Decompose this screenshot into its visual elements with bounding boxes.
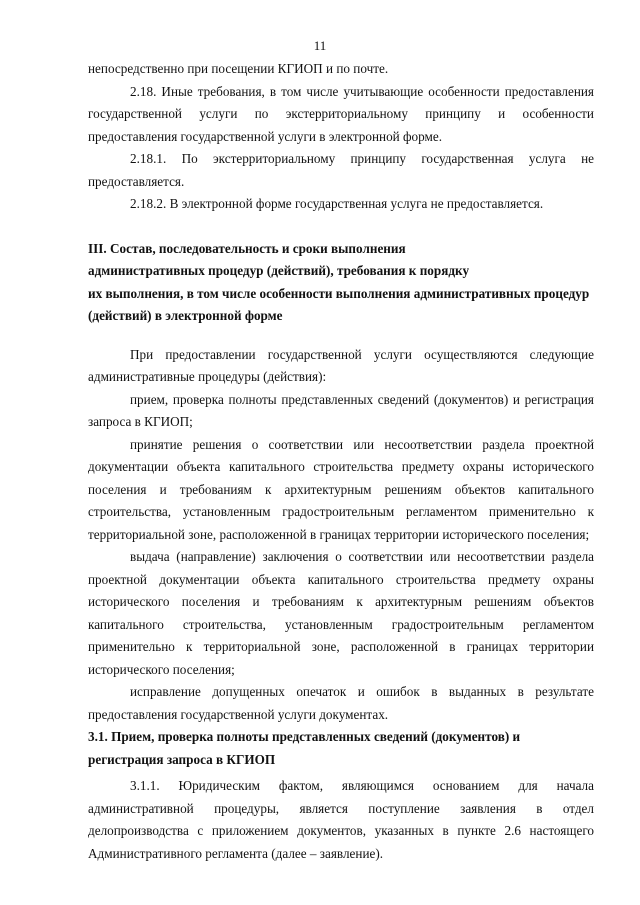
section-heading-line: (действий) в электронной форме — [88, 308, 283, 323]
document-body — [88, 58, 594, 865]
spacer — [88, 328, 594, 344]
paragraph: 2.18.1. По экстерриториальному принципу государственная услуга не предоставляется. — [88, 151, 594, 189]
paragraph: непосредственно при посещении КГИОП и по почте. — [88, 61, 389, 76]
subsection-heading-line: регистрация запроса в КГИОП — [88, 751, 276, 767]
paragraph: принятие решения о соответствии или несоответствии раздела проектной документации объекта капитального строительства предмету охраны исторического поселения и требованиям к архитектурным решениям объектов капитального строительства, установленным градостроительным регламентом применительно к территориальной зоне, расположенной в границах территории исторического поселения; — [88, 436, 594, 542]
page-number: 11 — [313, 38, 327, 53]
section-heading-line: III. Состав, последовательность и сроки выполнения — [88, 240, 406, 256]
section-heading-line: их выполнения, в том числе особенности выполнения административных процедур — [88, 285, 590, 301]
paragraph: выдача (направление) заключения о соответствии или несоответствии раздела проектной документации объекта капитального строительства предмету охраны исторического поселения и требованиям к архитектурным решениям объектов капитального строительства, установленным градостроительным регламентом применительно к территориальной зоне, расположенной в границах территории исторического поселения; — [88, 549, 594, 677]
paragraph: прием, проверка полноты представленных сведений (документов) и регистрация запроса в КГИОП; — [88, 391, 594, 429]
paragraph: исправление допущенных опечаток и ошибок в выданных в результате предоставления государственной услуги документах. — [88, 684, 594, 722]
section-heading-line: административных процедур (действий), требования к порядку — [88, 263, 470, 278]
section-heading — [88, 238, 594, 328]
subsection-heading-line: 3.1. Прием, проверка полноты представленных сведений (документов) и — [88, 729, 521, 744]
paragraph: 3.1.1. Юридическим фактом, являющимся основанием для начала административной процедуры, является поступление заявления в отдел делопроизводства с приложением документов, указанных в пункте 2.6 настоящего Административного регламента (далее – заявление). — [88, 778, 594, 861]
subsection-heading — [88, 726, 594, 771]
spacer — [88, 216, 594, 238]
paragraph: 2.18. Иные требования, в том числе учитывающие особенности предоставления государственной услуги по экстерриториальному принципу и особенности предоставления государственной услуги в электронной форме. — [88, 83, 594, 144]
paragraph: 2.18.2. В электронной форме государственная услуга не предоставляется. — [130, 196, 544, 211]
paragraph: При предоставлении государственной услуги осуществляются следующие административные процедуры (действия): — [88, 346, 594, 384]
